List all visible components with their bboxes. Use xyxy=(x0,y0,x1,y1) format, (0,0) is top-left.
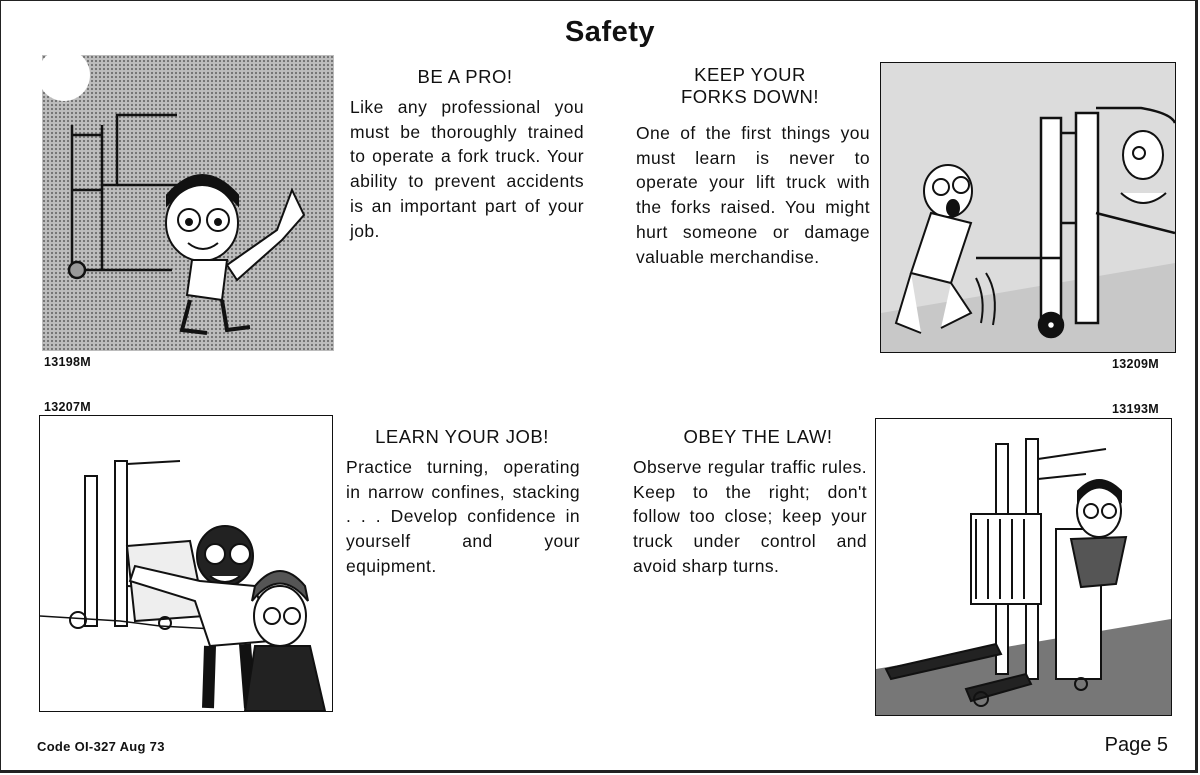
heading-learn-your-job: LEARN YOUR JOB! xyxy=(375,426,549,447)
body-learn-your-job: Practice turning, operating in narrow confines, stacking . . . Develop confidence in yourself and your equipment. xyxy=(346,457,580,576)
page-title: Safety xyxy=(564,16,656,48)
illustration-be-a-pro xyxy=(42,55,334,351)
illustration-obey-the-law xyxy=(875,418,1172,716)
image-code-13198m: 13198M xyxy=(44,355,91,369)
illustration-learn-your-job xyxy=(39,415,333,712)
heading-keep-forks-down: KEEP YOUR FORKS DOWN! xyxy=(680,64,820,107)
image-code-13193m: 13193M xyxy=(1112,402,1159,416)
image-code-13209m: 13209M xyxy=(1112,357,1159,371)
body-obey-the-law: Observe regular traffic rules. Keep to the right; don't follow too close; keep your truck under control and avoid sharp turns. xyxy=(633,457,867,576)
heading-obey-the-law: OBEY THE LAW! xyxy=(683,426,833,447)
body-keep-forks-down: One of the first things you must learn is never to operate your lift truck with the forks raised. You might hurt someone or damage valuable merchandise. xyxy=(636,123,870,267)
image-code-13207m: 13207M xyxy=(44,400,91,414)
illustration-keep-forks-down xyxy=(880,62,1176,353)
footer-code: Code OI-327 Aug 73 xyxy=(37,739,165,754)
heading-be-a-pro: BE A PRO! xyxy=(417,66,513,87)
page-number: Page 5 xyxy=(1104,734,1168,756)
body-be-a-pro: Like any professional you must be thoroughly trained to operate a fork truck. Your ability to prevent accidents is an important part of your job. xyxy=(350,97,584,241)
